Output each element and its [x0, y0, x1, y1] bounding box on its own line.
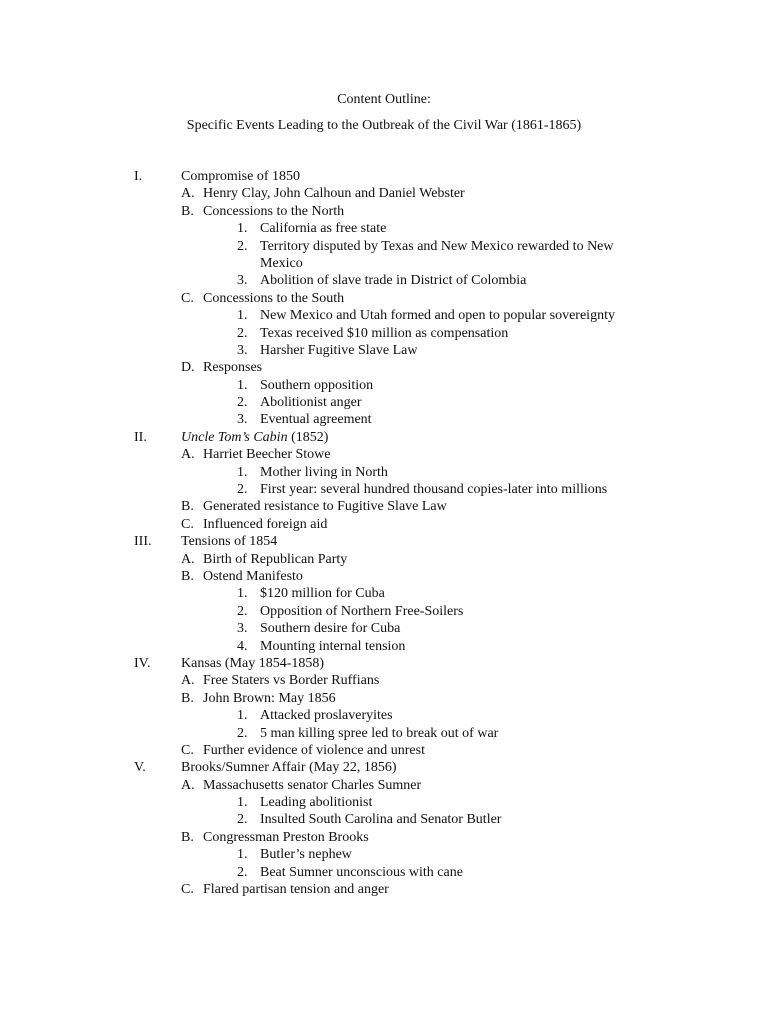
subsection-text: Influenced foreign aid: [203, 516, 328, 532]
outline-subsection: [0, 777, 768, 794]
section-title: Kansas (May 1854-1858): [181, 655, 325, 671]
outline-item: [0, 464, 768, 481]
outline-section: [0, 533, 768, 550]
outline-section: [0, 759, 768, 776]
subsection-text: Generated resistance to Fugitive Slave Law: [203, 499, 447, 515]
subsection-text: Free Staters vs Border Ruffians: [203, 673, 380, 689]
subsection-text: Massachusetts senator Charles Sumner: [203, 777, 422, 793]
subsection-letter: A.: [181, 186, 195, 202]
document-subtitle: Specific Events Leading to the Outbreak of the Civil War (1861-1865): [186, 118, 582, 133]
outline-item: [0, 620, 768, 637]
subsection-letter: A.: [181, 447, 195, 463]
outline-item: [0, 325, 768, 342]
item-text: $120 million for Cuba: [260, 586, 385, 602]
outline-item: [0, 342, 768, 359]
item-number: 2.: [237, 603, 248, 619]
item-number: 2.: [237, 864, 248, 880]
section-title: Brooks/Sumner Affair (May 22, 1856): [181, 760, 397, 776]
subsection-text: Ostend Manifesto: [203, 569, 303, 584]
subsection-text: Concessions to the North: [203, 203, 345, 219]
subsection-letter: D.: [181, 360, 195, 376]
item-text: Abolitionist anger: [260, 395, 362, 411]
item-number: 2.: [237, 482, 248, 498]
outline-item: [0, 603, 768, 620]
subsection-text: John Brown: May 1856: [203, 690, 336, 706]
outline-item: [0, 411, 768, 428]
section-title: [181, 429, 328, 446]
subsection-text: Harriet Beecher Stowe: [203, 447, 331, 463]
outline-item: [0, 307, 768, 324]
outline-section: [0, 168, 768, 185]
outline-subsection: [0, 551, 768, 568]
outline-item: [0, 377, 768, 394]
outline-subsection: [0, 498, 768, 515]
subsection-letter: A.: [181, 551, 195, 567]
outline-item: [0, 238, 768, 273]
section-numeral: II.: [134, 429, 147, 445]
item-number: 1.: [237, 221, 248, 237]
outline-subsection: [0, 829, 768, 846]
subsection-text: Flared partisan tension and anger: [203, 882, 389, 898]
subsection-letter: A.: [181, 777, 195, 793]
item-number: 2.: [237, 812, 248, 828]
subsection-letter: B.: [181, 203, 194, 219]
outline-item: [0, 725, 768, 742]
item-text: Texas received $10 million as compensation: [260, 325, 509, 341]
content-outline: [0, 168, 768, 898]
item-number: 3.: [237, 273, 248, 289]
subsection-letter: B.: [181, 499, 194, 515]
outline-subsection: [0, 742, 768, 759]
book-year: (1852): [287, 429, 329, 445]
outline-subsection: [0, 672, 768, 689]
subsection-letter: C.: [181, 882, 194, 898]
outline-subsection: [0, 203, 768, 220]
item-number: 1.: [237, 795, 248, 811]
subsection-text: Responses: [203, 360, 263, 376]
outline-subsection: [0, 516, 768, 533]
subsection-letter: B.: [181, 569, 194, 584]
item-number: 2.: [237, 325, 248, 341]
outline-subsection: [0, 446, 768, 463]
outline-subsection: [0, 690, 768, 707]
item-number: 1.: [237, 847, 248, 863]
section-title: Compromise of 1850: [181, 169, 300, 184]
subsection-text: Henry Clay, John Calhoun and Daniel Webster: [203, 186, 465, 202]
outline-subsection: [0, 290, 768, 307]
item-number: 1.: [237, 708, 248, 724]
item-text: Leading abolitionist: [260, 795, 373, 811]
section-numeral: III.: [134, 534, 152, 550]
item-number: 2.: [237, 238, 248, 254]
item-number: 1.: [237, 464, 248, 480]
item-text: Opposition of Northern Free-Soilers: [260, 603, 464, 619]
outline-subsection: [0, 881, 768, 898]
item-text: New Mexico and Utah formed and open to popular sovereignty: [260, 308, 615, 324]
item-number: 4.: [237, 638, 248, 654]
outline-item: [0, 794, 768, 811]
item-number: 3.: [237, 621, 248, 637]
item-text: Abolition of slave trade in District of Colombia: [260, 273, 527, 289]
outline-item: [0, 220, 768, 237]
outline-item: [0, 394, 768, 411]
item-text: Mother living in North: [260, 464, 388, 480]
section-numeral: V.: [134, 760, 146, 776]
item-number: 2.: [237, 395, 248, 411]
outline-subsection: [0, 568, 768, 585]
item-text: Southern desire for Cuba: [260, 621, 401, 637]
item-text: 5 man killing spree led to break out of war: [260, 725, 499, 741]
item-number: 1.: [237, 586, 248, 602]
item-text: Attacked proslaveryites: [260, 708, 393, 724]
subsection-letter: B.: [181, 829, 194, 845]
subsection-letter: B.: [181, 690, 194, 706]
section-title: Tensions of 1854: [181, 534, 278, 550]
section-numeral: IV.: [134, 655, 151, 671]
subsection-letter: C.: [181, 516, 194, 532]
outline-item: [0, 846, 768, 863]
outline-item: [0, 481, 768, 498]
book-title: Uncle Tom’s Cabin: [181, 429, 288, 445]
item-text: California as free state: [260, 221, 387, 237]
outline-item: [0, 864, 768, 881]
item-text: Butler’s nephew: [260, 847, 352, 863]
item-number: 1.: [237, 308, 248, 324]
item-number: 3.: [237, 412, 248, 428]
subsection-text: Concessions to the South: [203, 290, 345, 306]
subsection-letter: C.: [181, 742, 194, 758]
subsection-text: Birth of Republican Party: [203, 551, 348, 567]
item-text: Eventual agreement: [260, 412, 372, 428]
outline-section: [0, 655, 768, 672]
outline-item: [0, 707, 768, 724]
outline-item: [0, 585, 768, 602]
item-text: Beat Sumner unconscious with cane: [260, 864, 463, 880]
item-text: Territory disputed by Texas and New Mexico rewarded to New Mexico: [260, 238, 614, 271]
subsection-letter: A.: [181, 673, 195, 689]
outline-item: [0, 638, 768, 655]
item-text: Southern opposition: [260, 377, 374, 393]
item-number: 3.: [237, 342, 248, 358]
outline-item: [0, 272, 768, 289]
item-number: 1.: [237, 377, 248, 393]
item-text: Insulted South Carolina and Senator Butler: [260, 812, 502, 828]
outline-subsection: [0, 185, 768, 202]
document-title: Content Outline:: [337, 92, 431, 107]
item-text: First year: several hundred thousand copies-later into millions: [260, 482, 608, 498]
outline-section: [0, 429, 768, 446]
item-text: Harsher Fugitive Slave Law: [260, 342, 418, 358]
outline-item: [0, 811, 768, 828]
subsection-letter: C.: [181, 290, 194, 306]
item-number: 2.: [237, 725, 248, 741]
section-numeral: I.: [134, 169, 143, 184]
subsection-text: Congressman Preston Brooks: [203, 829, 369, 845]
item-text: Mounting internal tension: [260, 638, 406, 654]
subsection-text: Further evidence of violence and unrest: [203, 742, 425, 758]
outline-subsection: [0, 359, 768, 376]
